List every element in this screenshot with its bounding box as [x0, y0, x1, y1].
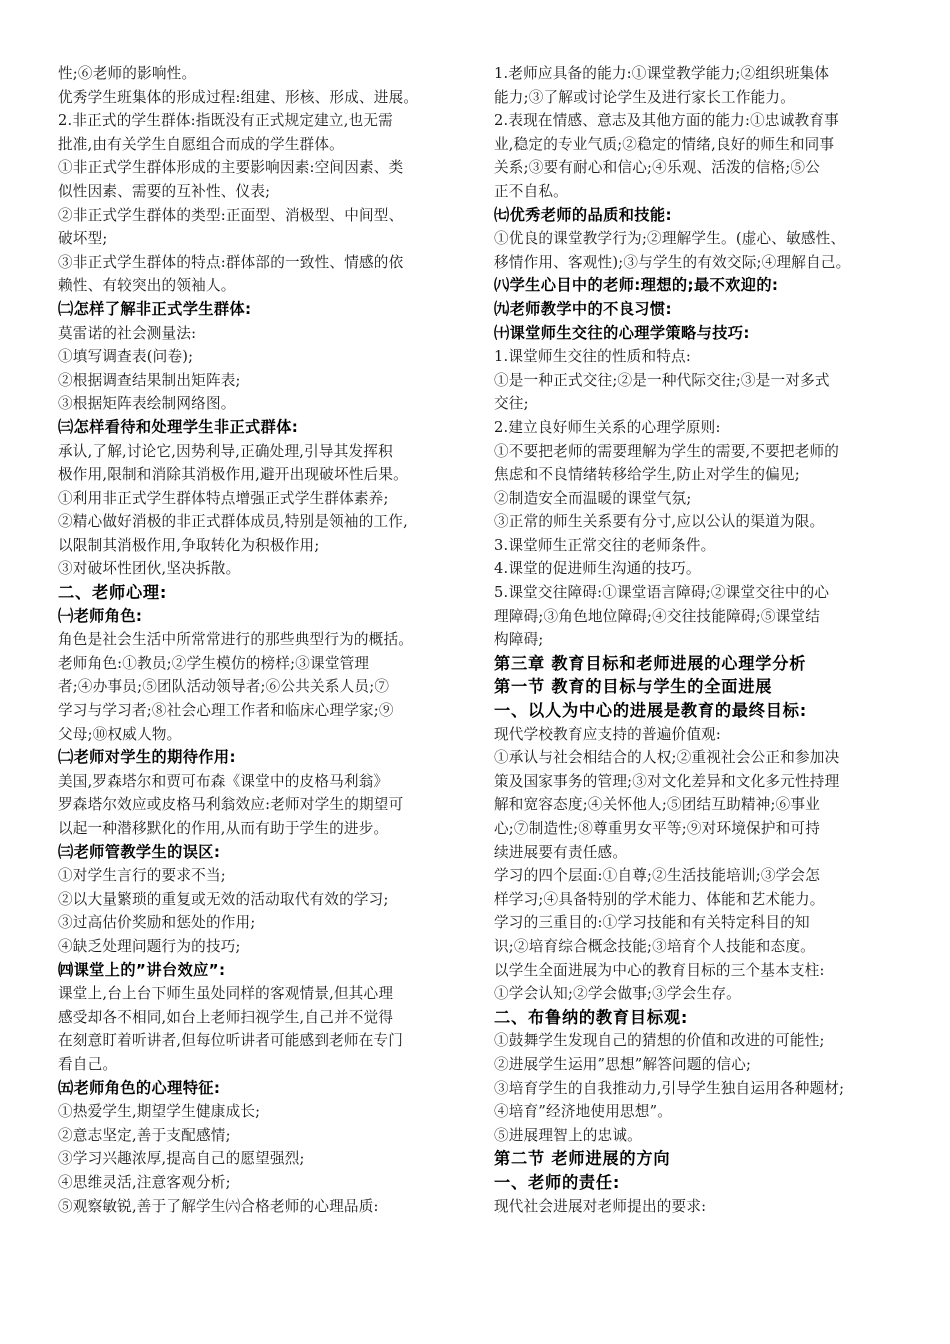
text-line: 业,稳定的专业气质;②稳定的情绪,良好的师生和同事 [494, 135, 835, 153]
text-line: 现代学校教育应支持的普遍价值观: [494, 725, 722, 743]
section-heading: ㈧学生心目中的老师:理想的;最不欢迎的: [494, 276, 779, 295]
text-line: ①非正式学生群体形成的主要影响因素:空间因素、类 [58, 159, 404, 177]
text-line: 3.课堂师生正常交往的老师条件。 [494, 536, 716, 554]
right-text-column [494, 62, 904, 1218]
section-heading: 二、老师心理: [58, 583, 168, 603]
text-line: 极作用,限制和消除其消极作用,避开出现破坏性后果。 [58, 466, 408, 484]
text-line: 感受却各不相同,如台上老师扫视学生,自己并不觉得 [58, 1008, 394, 1026]
text-line: ④思维灵活,注意客观分析; [58, 1173, 231, 1191]
text-line: 承认,了解,讨论它,因势利导,正确处理,引导其发挥积 [58, 442, 393, 460]
text-line: 破坏型; [58, 230, 108, 248]
text-line: 2.建立良好师生关系的心理学原则: [494, 418, 721, 436]
text-line: 1.老师应具备的能力:①课堂教学能力;②组织班集体 [494, 65, 830, 82]
text-line: 似性因素、需要的互补性、仪表; [58, 182, 271, 200]
text-line: 解和宽容态度;④关怀他人;⑤团结互助精神;⑥事业 [494, 796, 821, 814]
text-line: 4.课堂的促进师生沟通的技巧。 [494, 560, 701, 578]
text-line: ①热爱学生,期望学生健康成长; [58, 1103, 261, 1121]
text-line: ③根据矩阵表绘制网络图。 [58, 395, 236, 413]
section-heading: 第一节 教育的目标与学生的全面进展 [494, 677, 773, 697]
text-line: 看自己。 [58, 1055, 118, 1073]
section-heading: 一、老师的责任: [494, 1172, 621, 1192]
text-line: 理障碍;③角色地位障碍;④交往技能障碍;⑤课堂结 [494, 607, 821, 625]
section-heading: ㈦优秀老师的品质和技能: [494, 205, 672, 224]
section-heading: 二、布鲁纳的教育目标观: [494, 1007, 689, 1027]
text-line: 焦虑和不良情绪转移给学生,防止对学生的偏见; [494, 466, 800, 484]
text-line: 移情作用、客观性);③与学生的有效交际;④理解自己。 [494, 253, 851, 271]
text-line: ②以大量繁琐的重复或无效的活动取代有效的学习; [58, 890, 389, 908]
text-line: ①不要把老师的需要理解为学生的需要,不要把老师的 [494, 442, 840, 460]
text-line: 以起一种潜移默化的作用,从而有助于学生的进步。 [58, 820, 389, 837]
text-line: 在刻意盯着听讲者,但每位听讲者可能感到老师在专门 [58, 1032, 404, 1050]
section-heading: 第二节 老师进展的方向 [494, 1149, 671, 1169]
text-line: 优秀学生班集体的形成过程:组建、形核、形成、进展。 [58, 88, 419, 106]
section-heading: 一、以人为中心的进展是教育的最终目标: [494, 701, 808, 721]
text-line: ②非正式学生群体的类型:正面型、消极型、中间型、 [58, 206, 404, 224]
text-line: ③培育学生的自我推动力,引导学生独自运用各种题材; [494, 1079, 845, 1097]
text-line: 心;⑦制造性;⑧尊重男女平等;⑨对环境保护和可持 [494, 820, 821, 837]
text-line: 2.非正式的学生群体:指既没有正式规定建立,也无需 [58, 112, 393, 130]
text-line: ①是一种正式交往;②是一种代际交往;③是一对多式 [494, 371, 830, 389]
section-heading: ㈡怎样了解非正式学生群体: [58, 299, 252, 318]
text-line: ①学会认知;②学会做事;③学会生存。 [494, 985, 741, 1003]
section-heading: ㈩课堂师生交往的心理学策略与技巧: [494, 323, 750, 342]
text-line: 性;⑥老师的影响性。 [58, 65, 197, 82]
text-line: 现代社会进展对老师提出的要求: [494, 1197, 707, 1215]
text-line: 识;②培育综合概念技能;③培育个人技能和态度。 [494, 937, 815, 955]
section-heading: ㈤老师角色的心理特征: [58, 1078, 221, 1097]
text-line: ①优良的课堂教学行为;②理解学生。(虚心、敏感性、 [494, 230, 846, 248]
text-line: 关系;③要有耐心和信心;④乐观、活泼的信格;⑤公 [494, 159, 821, 177]
text-line: ①承认与社会相结合的人权;②重视社会公正和参加决 [494, 749, 840, 767]
text-line: 策及国家事务的管理;③对文化差异和文化多元性持理 [494, 772, 840, 790]
text-line: 者;④办事员;⑤团队活动领导者;⑥公共关系人员;⑦ [58, 678, 390, 696]
text-line: ①利用非正式学生群体特点增强正式学生群体素养; [58, 489, 389, 507]
text-line: 交往; [494, 395, 529, 413]
text-line: 以学生全面进展为中心的教育目标的三个基本支柱: [494, 961, 825, 979]
text-line: 老师角色:①教员;②学生模仿的榜样;③课堂管理 [58, 654, 370, 672]
section-heading: ㈢老师管教学生的误区: [58, 842, 221, 861]
section-heading: ㈡老师对学生的期待作用: [58, 748, 236, 767]
text-line: ⑤观察敏锐,善于了解学生㈥合格老师的心理品质: [58, 1197, 379, 1215]
text-line: ①对学生言行的要求不当; [58, 867, 226, 885]
text-line: 罗森塔尔效应或皮格马利翁效应:老师对学生的期望可 [58, 796, 404, 814]
text-line: ②制造安全而温暖的课堂气氛; [494, 489, 692, 507]
text-line: ④缺乏处理问题行为的技巧; [58, 937, 241, 955]
text-line: ①填写调查表(问卷); [58, 348, 194, 366]
text-line: 以限制其消极作用,争取转化为积极作用; [58, 536, 320, 554]
text-line: 续进展要有责任感。 [494, 843, 628, 861]
section-heading: ㈢怎样看待和处理学生非正式群体: [58, 417, 299, 436]
left-text-column [58, 62, 468, 1218]
text-line: 学习与学习者;⑧社会心理工作者和临床心理学家;⑨ [58, 702, 394, 720]
section-heading: ㈨老师教学中的不良习惯: [494, 299, 672, 318]
text-line: ④培育”经济地使用思想”。 [494, 1103, 673, 1121]
text-line: ②意志坚定,善于支配感情; [58, 1126, 231, 1144]
text-line: 5.课堂交往障碍:①课堂语言障碍;②课堂交往中的心 [494, 584, 830, 602]
text-line: 2.表现在情感、意志及其他方面的能力:①忠诚教育事 [494, 112, 839, 130]
text-line: ②进展学生运用”思想”解答问题的信心; [494, 1055, 752, 1073]
section-heading: 第三章 教育目标和老师进展的心理学分析 [494, 653, 807, 673]
text-line: 学习的四个层面:①自尊;②生活技能培训;③学会怎 [494, 867, 821, 885]
text-line: ②精心做好消极的非正式群体成员,特别是领袖的工作, [58, 513, 408, 531]
text-line: 学习的三重目的:①学习技能和有关特定科目的知 [494, 914, 810, 932]
text-line: 莫雷诺的社会测量法: [58, 324, 197, 342]
text-line: ②根据调查结果制出矩阵表; [58, 371, 241, 389]
text-line: 父母;⑩权威人物。 [58, 725, 182, 743]
text-line: 赖性、有较突出的领袖人。 [58, 277, 236, 295]
section-heading: ㈣课堂上的”讲台效应”: [58, 960, 226, 979]
text-line: 角色是社会生活中所常常进行的那些典型行为的概括。 [58, 631, 414, 649]
text-line: ①鼓舞学生发现自己的猜想的价值和改进的可能性; [494, 1032, 825, 1050]
text-line: 1.课堂师生交往的性质和特点: [494, 348, 691, 366]
text-line: ③非正式学生群体的特点:群体部的一致性、情感的依 [58, 253, 404, 271]
text-line: ③正常的师生关系要有分寸,应以公认的渠道为限。 [494, 513, 825, 531]
text-line: ③过高估价奖励和惩处的作用; [58, 914, 256, 932]
text-line: 正不自私。 [494, 182, 568, 200]
text-line: 能力;③了解或讨论学生及进行家长工作能力。 [494, 88, 795, 106]
text-line: ③学习兴趣浓厚,提高自己的愿望强烈; [58, 1150, 305, 1168]
section-heading: ㈠老师角色: [58, 606, 143, 625]
text-line: 美国,罗森塔尔和贾可布森《课堂中的皮格马利翁》 [58, 772, 389, 790]
text-line: 样学习;④具备特别的学术能力、体能和艺术能力。 [494, 890, 825, 908]
text-line: ③对破坏性团伙,坚决拆散。 [58, 560, 241, 578]
text-line: 课堂上,台上台下师生虽处同样的客观情景,但其心理 [58, 985, 394, 1003]
text-line: 构障碍; [494, 631, 544, 649]
text-line: ⑤进展理智上的忠诚。 [494, 1126, 642, 1144]
text-line: 批准,由有关学生自愿组合而成的学生群体。 [58, 135, 344, 153]
